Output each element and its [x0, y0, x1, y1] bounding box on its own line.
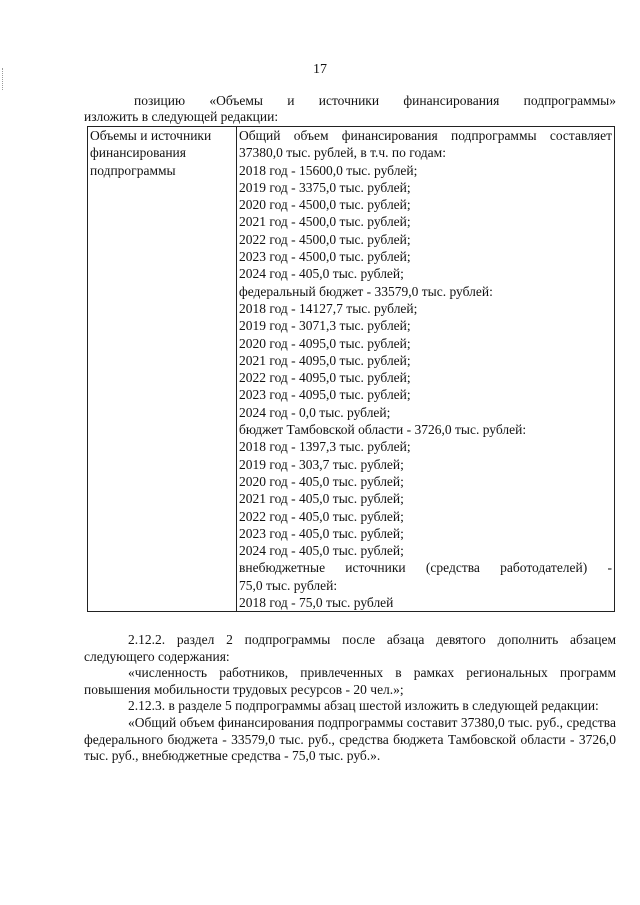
table-cell-label: Объемы и источники финансирования подпрограммы — [88, 127, 237, 612]
paragraph-quote-1: «численность работников, привлеченных в рамках региональных программ повышения мобильности трудовых ресурсов - 20 чел.»; — [84, 665, 616, 697]
funding-line: 2022 год - 4500,0 тыс. рублей; — [239, 231, 411, 247]
funding-line: внебюджетные источники (средства работодателей) - — [239, 560, 612, 576]
table-row — [88, 127, 615, 612]
funding-line: 2019 год - 303,7 тыс. рублей; — [239, 456, 404, 472]
funding-line: Общий объем финансирования подпрограммы составляет — [239, 128, 612, 143]
funding-line: бюджет Тамбовской области - 3726,0 тыс. рублей: — [239, 422, 527, 438]
funding-line: 2018 год - 15600,0 тыс. рублей; — [239, 162, 418, 178]
funding-line: 2021 год - 4095,0 тыс. рублей; — [239, 352, 411, 368]
intro-line-2: изложить в следующей редакции: — [84, 109, 279, 124]
paragraph-2-12-3: 2.12.3. в разделе 5 подпрограммы абзац шестой изложить в следующей редакции: — [128, 698, 599, 714]
page-number: 17 — [313, 62, 327, 77]
funding-line: 2023 год - 4095,0 тыс. рублей; — [239, 387, 411, 403]
funding-line: 2022 год - 4095,0 тыс. рублей; — [239, 370, 411, 386]
intro-line-1: позицию «Объемы и источники финансирования подпрограммы» — [134, 93, 616, 108]
funding-line: федеральный бюджет - 33579,0 тыс. рублей: — [239, 283, 493, 299]
funding-line: 2018 год - 14127,7 тыс. рублей; — [239, 300, 418, 316]
funding-line: 2020 год - 4500,0 тыс. рублей; — [239, 197, 411, 213]
funding-line: 2021 год - 405,0 тыс. рублей; — [239, 491, 404, 507]
funding-line: 2019 год - 3375,0 тыс. рублей; — [239, 179, 411, 195]
funding-line: 37380,0 тыс. рублей, в т.ч. по годам: — [239, 145, 446, 161]
funding-line: 2024 год - 0,0 тыс. рублей; — [239, 404, 391, 420]
funding-line: 2021 год - 4500,0 тыс. рублей; — [239, 214, 411, 230]
passport-table — [87, 126, 615, 612]
funding-line: 2023 год - 4500,0 тыс. рублей; — [239, 249, 411, 265]
funding-line: 2020 год - 4095,0 тыс. рублей; — [239, 335, 411, 351]
funding-line: 2024 год - 405,0 тыс. рублей; — [239, 266, 404, 282]
funding-line: 2020 год - 405,0 тыс. рублей; — [239, 473, 404, 489]
paragraph-quote-2: «Общий объем финансирования подпрограммы составит 37380,0 тыс. руб., средства федерального бюджета - 33579,0 тыс. руб., средства бюджета Тамбовской области - 3726,0 тыс. руб., внебюджетные средства - 75,0 тыс. руб.». — [84, 714, 616, 764]
intro-text — [84, 93, 616, 125]
table-cell-content — [237, 127, 615, 612]
funding-line: 75,0 тыс. рублей: — [239, 577, 338, 593]
funding-line: 2018 год - 1397,3 тыс. рублей; — [239, 439, 411, 455]
document-body — [84, 632, 616, 765]
funding-line: 2018 год - 75,0 тыс. рублей — [239, 595, 394, 611]
funding-line: 2024 год - 405,0 тыс. рублей; — [239, 543, 404, 559]
funding-line: 2019 год - 3071,3 тыс. рублей; — [239, 318, 411, 334]
funding-line: 2022 год - 405,0 тыс. рублей; — [239, 508, 404, 524]
funding-line: 2023 год - 405,0 тыс. рублей; — [239, 525, 404, 541]
paragraph-2-12-2: 2.12.2. раздел 2 подпрограммы после абзаца девятого дополнить абзацем следующего содержания: — [84, 632, 616, 664]
